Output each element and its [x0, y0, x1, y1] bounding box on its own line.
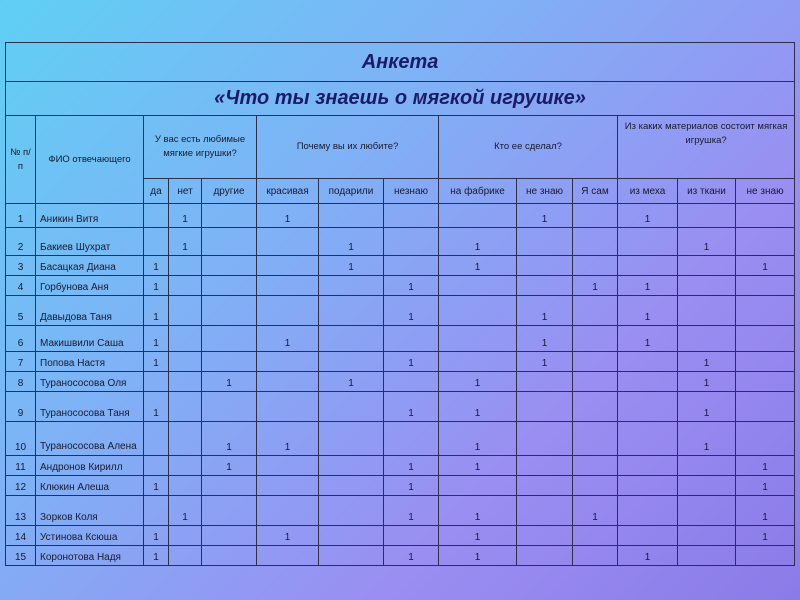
- answer-cell: 1: [517, 204, 573, 228]
- row-number: 2: [6, 228, 36, 256]
- answer-cell: [573, 526, 618, 546]
- answer-cell: 1: [257, 326, 319, 352]
- answer-cell: 1: [678, 228, 736, 256]
- answer-cell: 1: [736, 496, 795, 526]
- answer-cell: [202, 276, 257, 296]
- answer-cell: [517, 256, 573, 276]
- answer-cell: 1: [678, 372, 736, 392]
- answer-cell: 1: [678, 422, 736, 456]
- respondent-name: Аникин Витя: [36, 204, 144, 228]
- answer-cell: [517, 392, 573, 422]
- answer-cell: 1: [144, 476, 169, 496]
- answer-cell: [169, 546, 202, 566]
- answer-cell: 1: [517, 352, 573, 372]
- answer-cell: 1: [678, 392, 736, 422]
- answer-cell: 1: [517, 296, 573, 326]
- table-row: [6, 526, 795, 546]
- answer-cell: [384, 422, 439, 456]
- answer-cell: 1: [384, 456, 439, 476]
- answer-cell: [257, 228, 319, 256]
- row-number: 5: [6, 296, 36, 326]
- answer-cell: [319, 276, 384, 296]
- answer-cell: [573, 352, 618, 372]
- answer-cell: [517, 276, 573, 296]
- question-1-header: У вас есть любимые мягкие игрушки?: [144, 116, 257, 179]
- answer-cell: 1: [736, 456, 795, 476]
- answer-cell: [678, 476, 736, 496]
- answer-cell: [678, 256, 736, 276]
- answer-cell: [169, 296, 202, 326]
- answer-cell: [678, 546, 736, 566]
- answer-cell: [618, 352, 678, 372]
- answer-cell: [144, 422, 169, 456]
- answer-cell: 1: [736, 476, 795, 496]
- answer-cell: 1: [384, 392, 439, 422]
- answer-cell: 1: [618, 276, 678, 296]
- respondent-name: Туранососова Таня: [36, 392, 144, 422]
- row-number: 3: [6, 256, 36, 276]
- answer-cell: [517, 456, 573, 476]
- answer-cell: [678, 296, 736, 326]
- answer-cell: [618, 456, 678, 476]
- col-name-header: ФИО отвечающего: [36, 116, 144, 204]
- respondent-name: Попова Настя: [36, 352, 144, 372]
- answer-cell: [384, 204, 439, 228]
- table-row: [6, 422, 795, 456]
- survey-subtitle: «Что ты знаешь о мягкой игрушке»: [6, 82, 795, 116]
- answer-header: незнаю: [384, 179, 439, 204]
- answer-cell: [202, 228, 257, 256]
- answer-cell: [202, 546, 257, 566]
- answer-cell: [202, 476, 257, 496]
- answer-cell: 1: [144, 296, 169, 326]
- answer-cell: [517, 496, 573, 526]
- answer-header: Я сам: [573, 179, 618, 204]
- answer-cell: 1: [618, 296, 678, 326]
- answer-header: из ткани: [678, 179, 736, 204]
- answer-cell: [169, 352, 202, 372]
- row-number: 11: [6, 456, 36, 476]
- row-number: 9: [6, 392, 36, 422]
- answer-cell: 1: [202, 456, 257, 476]
- answer-cell: [144, 496, 169, 526]
- answer-cell: 1: [618, 546, 678, 566]
- answer-cell: [384, 326, 439, 352]
- row-number: 8: [6, 372, 36, 392]
- row-number: 10: [6, 422, 36, 456]
- answer-cell: [257, 546, 319, 566]
- answer-cell: 1: [439, 456, 517, 476]
- answer-cell: [257, 296, 319, 326]
- answer-cell: 1: [202, 422, 257, 456]
- answer-cell: 1: [439, 372, 517, 392]
- answer-cell: 1: [736, 256, 795, 276]
- answer-header: красивая: [257, 179, 319, 204]
- question-3-header: Кто ее сделал?: [439, 116, 618, 179]
- answer-cell: [573, 422, 618, 456]
- answer-cell: [678, 456, 736, 476]
- answer-cell: [736, 296, 795, 326]
- answer-cell: [169, 276, 202, 296]
- answer-cell: [736, 352, 795, 372]
- answer-cell: [573, 326, 618, 352]
- table-row: [6, 228, 795, 256]
- answer-cell: 1: [169, 496, 202, 526]
- answer-cell: [618, 372, 678, 392]
- answer-cell: [678, 326, 736, 352]
- answer-cell: [169, 456, 202, 476]
- answer-cell: 1: [144, 256, 169, 276]
- respondent-name: Горбунова Аня: [36, 276, 144, 296]
- answer-cell: [319, 204, 384, 228]
- answer-cell: [257, 276, 319, 296]
- answer-cell: [618, 228, 678, 256]
- answer-cell: 1: [618, 326, 678, 352]
- answer-cell: [257, 496, 319, 526]
- answer-cell: [618, 496, 678, 526]
- answer-cell: [736, 546, 795, 566]
- answer-cell: [257, 352, 319, 372]
- respondent-name: Устинова Ксюша: [36, 526, 144, 546]
- answer-cell: 1: [384, 352, 439, 372]
- row-number: 6: [6, 326, 36, 352]
- answer-header: не знаю: [517, 179, 573, 204]
- table-row: [6, 496, 795, 526]
- answer-header: другие: [202, 179, 257, 204]
- table-row: [6, 476, 795, 496]
- answer-header: не знаю: [736, 179, 795, 204]
- row-number: 4: [6, 276, 36, 296]
- respondent-name: Туранососова Алена: [36, 422, 144, 456]
- question-2-header: Почему вы их любите?: [257, 116, 439, 179]
- answer-cell: [573, 228, 618, 256]
- answer-cell: 1: [384, 276, 439, 296]
- answer-cell: [319, 456, 384, 476]
- answer-cell: [573, 204, 618, 228]
- table-row: [6, 296, 795, 326]
- answer-cell: 1: [144, 352, 169, 372]
- answer-cell: [618, 256, 678, 276]
- answer-cell: [517, 546, 573, 566]
- answer-cell: [439, 296, 517, 326]
- answer-cell: [618, 392, 678, 422]
- answer-cell: 1: [144, 326, 169, 352]
- answer-cell: 1: [618, 204, 678, 228]
- row-number: 13: [6, 496, 36, 526]
- answer-cell: [573, 456, 618, 476]
- answer-header: да: [144, 179, 169, 204]
- answer-cell: [202, 352, 257, 372]
- answer-cell: [319, 476, 384, 496]
- respondent-name: Зорков Коля: [36, 496, 144, 526]
- answer-cell: [169, 422, 202, 456]
- answer-cell: 1: [439, 546, 517, 566]
- answer-cell: [573, 392, 618, 422]
- survey-table: [5, 42, 795, 566]
- answer-cell: 1: [202, 372, 257, 392]
- answer-cell: [202, 326, 257, 352]
- answer-cell: 1: [439, 228, 517, 256]
- row-number: 14: [6, 526, 36, 546]
- survey-title: Анкета: [6, 43, 795, 82]
- answer-cell: 1: [144, 526, 169, 546]
- answer-cell: [517, 372, 573, 392]
- answer-cell: 1: [439, 422, 517, 456]
- answer-cell: [439, 326, 517, 352]
- answer-cell: [439, 204, 517, 228]
- answer-cell: 1: [169, 228, 202, 256]
- answer-cell: [678, 276, 736, 296]
- answer-cell: [319, 496, 384, 526]
- answer-cell: [202, 526, 257, 546]
- answer-cell: [319, 392, 384, 422]
- answer-cell: [678, 204, 736, 228]
- answer-cell: 1: [439, 526, 517, 546]
- answer-cell: [736, 422, 795, 456]
- answer-cell: 1: [678, 352, 736, 372]
- question-4-header: Из каких материалов состоит мягкая игрушка?: [618, 116, 795, 179]
- table-row: [6, 352, 795, 372]
- answer-cell: 1: [517, 326, 573, 352]
- answer-cell: [736, 326, 795, 352]
- respondent-name: Андронов Кирилл: [36, 456, 144, 476]
- table-row: [6, 546, 795, 566]
- answer-cell: [517, 422, 573, 456]
- table-row: [6, 276, 795, 296]
- answer-cell: 1: [384, 476, 439, 496]
- answer-cell: [169, 526, 202, 546]
- answer-cell: [169, 326, 202, 352]
- answer-cell: [257, 372, 319, 392]
- row-number: 15: [6, 546, 36, 566]
- answer-cell: [573, 296, 618, 326]
- answer-cell: [319, 352, 384, 372]
- answer-cell: [573, 372, 618, 392]
- answer-cell: [257, 456, 319, 476]
- respondent-name: Макишвили Саша: [36, 326, 144, 352]
- answer-cell: 1: [384, 496, 439, 526]
- answer-cell: 1: [257, 422, 319, 456]
- answer-cell: [736, 392, 795, 422]
- answer-cell: [202, 296, 257, 326]
- answer-cell: [169, 256, 202, 276]
- answer-cell: [439, 276, 517, 296]
- answer-cell: [144, 204, 169, 228]
- answer-cell: [169, 372, 202, 392]
- row-number: 1: [6, 204, 36, 228]
- answer-cell: [678, 526, 736, 546]
- answer-cell: [169, 392, 202, 422]
- answer-cell: 1: [169, 204, 202, 228]
- table-row: [6, 392, 795, 422]
- respondent-name: Басацкая Диана: [36, 256, 144, 276]
- answer-cell: [257, 392, 319, 422]
- row-number: 12: [6, 476, 36, 496]
- answer-cell: 1: [384, 296, 439, 326]
- answer-cell: 1: [736, 526, 795, 546]
- table-row: [6, 456, 795, 476]
- answer-cell: [736, 276, 795, 296]
- table-row: [6, 372, 795, 392]
- answer-cell: [257, 476, 319, 496]
- answer-cell: [439, 476, 517, 496]
- answer-cell: [439, 352, 517, 372]
- table-row: [6, 326, 795, 352]
- answer-cell: [202, 204, 257, 228]
- answer-cell: 1: [573, 276, 618, 296]
- answer-cell: 1: [439, 496, 517, 526]
- respondent-name: Давыдова Таня: [36, 296, 144, 326]
- respondent-name: Коронотова Надя: [36, 546, 144, 566]
- answer-cell: [517, 476, 573, 496]
- answer-cell: [319, 326, 384, 352]
- answer-cell: 1: [319, 372, 384, 392]
- table-row: [6, 256, 795, 276]
- answer-header: из меха: [618, 179, 678, 204]
- answer-cell: [618, 422, 678, 456]
- answer-cell: [384, 256, 439, 276]
- answer-cell: [736, 372, 795, 392]
- answer-cell: [618, 526, 678, 546]
- answer-cell: [736, 204, 795, 228]
- answer-cell: 1: [439, 392, 517, 422]
- col-number-header: № п/п: [6, 116, 36, 204]
- answer-cell: [202, 256, 257, 276]
- answer-cell: [319, 422, 384, 456]
- answer-cell: [319, 546, 384, 566]
- answer-cell: [257, 256, 319, 276]
- answer-cell: 1: [144, 392, 169, 422]
- answer-cell: 1: [439, 256, 517, 276]
- answer-cell: 1: [144, 546, 169, 566]
- answer-cell: 1: [257, 204, 319, 228]
- respondent-name: Туранососова Оля: [36, 372, 144, 392]
- answer-cell: [319, 526, 384, 546]
- answer-cell: [144, 456, 169, 476]
- answer-cell: 1: [319, 228, 384, 256]
- respondent-name: Бакиев Шухрат: [36, 228, 144, 256]
- answer-cell: [144, 372, 169, 392]
- answer-cell: [202, 392, 257, 422]
- answer-cell: 1: [144, 276, 169, 296]
- answer-cell: [573, 546, 618, 566]
- answer-cell: [169, 476, 202, 496]
- answer-cell: 1: [573, 496, 618, 526]
- answer-cell: [384, 228, 439, 256]
- answer-cell: [144, 228, 169, 256]
- answer-cell: 1: [257, 526, 319, 546]
- answer-cell: [618, 476, 678, 496]
- table-row: [6, 204, 795, 228]
- answer-cell: [517, 526, 573, 546]
- answer-header: подарили: [319, 179, 384, 204]
- answer-cell: 1: [384, 546, 439, 566]
- answer-cell: [517, 228, 573, 256]
- respondent-name: Клюкин Алеша: [36, 476, 144, 496]
- answer-cell: [573, 256, 618, 276]
- answer-cell: [319, 296, 384, 326]
- answer-cell: [736, 228, 795, 256]
- answer-cell: [573, 476, 618, 496]
- answer-cell: [678, 496, 736, 526]
- answer-cell: 1: [319, 256, 384, 276]
- row-number: 7: [6, 352, 36, 372]
- answer-cell: [384, 372, 439, 392]
- answer-cell: [384, 526, 439, 546]
- answer-header: нет: [169, 179, 202, 204]
- answer-header: на фабрике: [439, 179, 517, 204]
- answer-cell: [202, 496, 257, 526]
